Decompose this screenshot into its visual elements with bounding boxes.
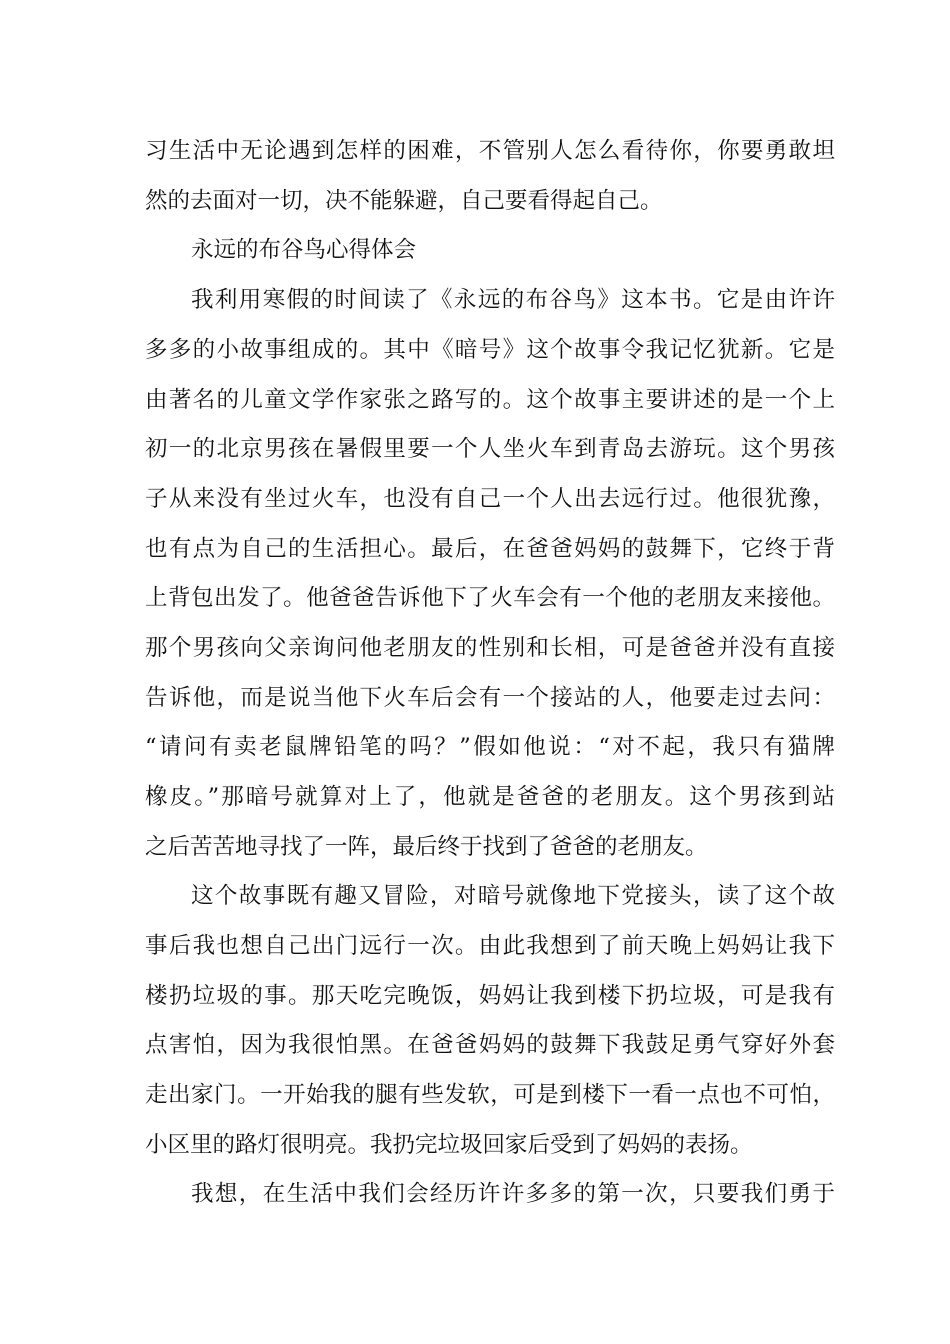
text-line: 我利用寒假的时间读了《永远的布谷鸟》这本书。它是由许许: [191, 287, 835, 313]
text-line: 楼扔垃圾的事。那天吃完晚饭，妈妈让我到楼下扔垃圾，可是我有: [145, 983, 835, 1009]
section-title: 永远的布谷鸟心得体会: [191, 237, 417, 263]
text-line: 我想，在生活中我们会经历许许多多的第一次，只要我们勇于: [191, 1181, 835, 1207]
text-line: 点害怕，因为我很怕黑。在爸爸妈妈的鼓舞下我鼓足勇气穿好外套: [145, 1032, 835, 1058]
text-line: 那个男孩向父亲询问他老朋友的性别和长相，可是爸爸并没有直接: [145, 635, 835, 661]
text-line: 小区里的路灯很明亮。我扔完垃圾回家后受到了妈妈的表扬。: [145, 1132, 753, 1158]
text-line: 子从来没有坐过火车，也没有自己一个人出去远行过。他很犹豫，: [145, 486, 835, 512]
text-line: 由著名的儿童文学作家张之路写的。这个故事主要讲述的是一个上: [145, 387, 835, 413]
text-line: 这个故事既有趣又冒险，对暗号就像地下党接头，读了这个故: [191, 883, 835, 909]
text-line: 初一的北京男孩在暑假里要一个人坐火车到青岛去游玩。这个男孩: [145, 436, 835, 462]
text-line: 习生活中无论遇到怎样的困难，不管别人怎么看待你，你要勇敢坦: [145, 138, 835, 164]
text-line: 事后我也想自己出门远行一次。由此我想到了前天晚上妈妈让我下: [145, 933, 835, 959]
text-line: 多多的小故事组成的。其中《暗号》这个故事令我记忆犹新。它是: [145, 337, 835, 363]
text-line: 走出家门。一开始我的腿有些发软，可是到楼下一看一点也不可怕，: [145, 1082, 835, 1108]
text-line: 告诉他，而是说当他下火车后会有一个接站的人，他要走过去问：: [145, 685, 835, 711]
text-line: 上背包出发了。他爸爸告诉他下了火车会有一个他的老朋友来接他。: [145, 585, 835, 611]
text-line: 然的去面对一切，决不能躲避，自己要看得起自己。: [145, 188, 663, 214]
text-line: 也有点为自己的生活担心。最后，在爸爸妈妈的鼓舞下，它终于背: [145, 536, 835, 562]
text-line: 橡皮。”那暗号就算对上了，他就是爸爸的老朋友。这个男孩到站: [145, 784, 835, 810]
text-line: 之后苦苦地寻找了一阵，最后终于找到了爸爸的老朋友。: [145, 834, 708, 860]
text-line: “请问有卖老鼠牌铅笔的吗？”假如他说：“对不起，我只有猫牌: [145, 734, 835, 760]
